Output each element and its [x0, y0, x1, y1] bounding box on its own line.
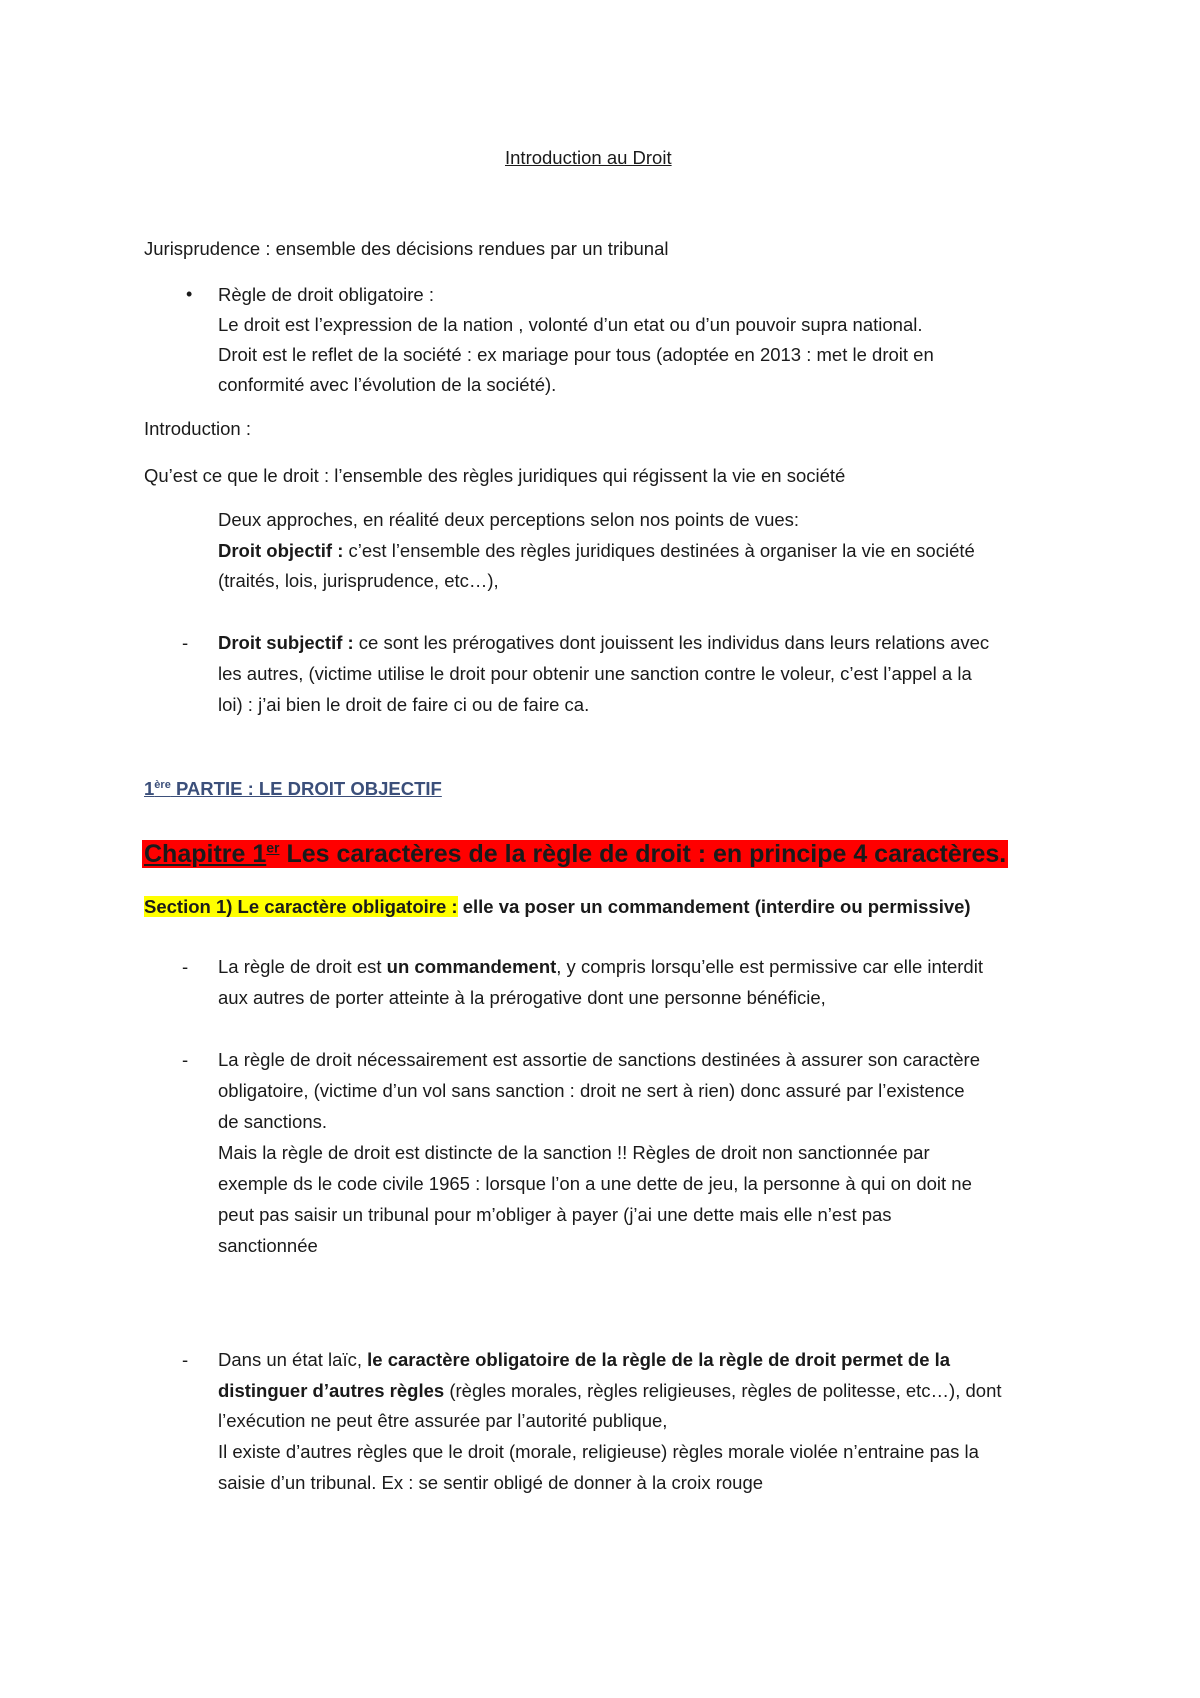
section-title [144, 896, 971, 918]
section-text: elle va poser un commandement (interdire ou permissive) [457, 896, 971, 917]
droit-subjectif-line-3: loi) : j’ai bien le droit de faire ci ou de faire ca. [218, 694, 590, 715]
list-item-line: exemple ds le code civile 1965 : lorsque l’on a une dette de jeu, la personne à qui on doit ne [218, 1173, 972, 1194]
list-item-line: distinguer d’autres règles (règles morales, règles religieuses, règles de politesse, etc…), dont [218, 1380, 1002, 1401]
list-dash: - [182, 1349, 189, 1370]
chapter-title: Chapitre 1er Les caractères de la règle de droit : en principe 4 caractères. [144, 840, 1007, 869]
list-item-line: saisie d’un tribunal. Ex : se sentir obligé de donner à la croix rouge [218, 1472, 764, 1493]
droit-subjectif-label: Droit subjectif : [218, 632, 354, 653]
bullet-line: conformité avec l’évolution de la société). [218, 374, 557, 395]
list-dash: - [182, 632, 189, 653]
list-item-line: La règle de droit est un commandement, y compris lorsqu’elle est permissive car elle interdit [218, 956, 983, 977]
document-title: Introduction au Droit [505, 147, 672, 168]
jurisprudence-definition: Jurisprudence : ensemble des décisions rendues par un tribunal [144, 238, 669, 259]
list-item-line: Il existe d’autres règles que le droit (morale, religieuse) règles morale violée n’entraine pas la [218, 1441, 979, 1462]
introduction-label: Introduction : [144, 418, 251, 439]
list-item-line: Mais la règle de droit est distincte de la sanction !! Règles de droit non sanctionnée par [218, 1142, 930, 1163]
bullet-line: Droit est le reflet de la société : ex mariage pour tous (adoptée en 2013 : met le droit en [218, 344, 934, 365]
droit-subjectif-line [218, 632, 989, 654]
droit-subjectif-text: ce sont les prérogatives dont jouissent les individus dans leurs relations avec [353, 632, 990, 653]
list-item-line: Dans un état laïc, le caractère obligatoire de la règle de la règle de droit permet de la [218, 1349, 951, 1370]
list-item-line: aux autres de porter atteinte à la prérogative dont une personne bénéficie, [218, 987, 826, 1008]
list-item-line: l’exécution ne peut être assurée par l’autorité publique, [218, 1410, 668, 1431]
list-dash: - [182, 956, 189, 977]
approaches-line: Deux approches, en réalité deux perceptions selon nos points de vues: [218, 509, 800, 530]
list-item-line: obligatoire, (victime d’un vol sans sanction : droit ne sert à rien) donc assuré par l’existence [218, 1080, 965, 1101]
list-item-line: de sanctions. [218, 1111, 328, 1132]
list-item-line: peut pas saisir un tribunal pour m’obliger à payer (j’ai une dette mais elle n’est pas [218, 1204, 892, 1225]
list-dash: - [182, 1049, 189, 1070]
list-item-line: sanctionnée [218, 1235, 318, 1256]
bullet-icon: • [186, 284, 193, 304]
droit-objectif-line [218, 540, 975, 562]
droit-subjectif-line-2: les autres, (victime utilise le droit pour obtenir une sanction contre le voleur, c’est l’appel a la [218, 663, 972, 684]
list-item-line: La règle de droit nécessairement est assortie de sanctions destinées à assurer son caractère [218, 1049, 980, 1070]
part-title: 1ère PARTIE : LE DROIT OBJECTIF [144, 778, 442, 800]
section-label: Section 1) Le caractère obligatoire : [144, 896, 458, 917]
droit-objectif-line-2: (traités, lois, jurisprudence, etc…), [218, 570, 499, 591]
droit-objectif-text: c’est l’ensemble des règles juridiques destinées à organiser la vie en société [343, 540, 975, 561]
question-line: Qu’est ce que le droit : l’ensemble des règles juridiques qui régissent la vie en société [144, 465, 846, 486]
bullet-heading: Règle de droit obligatoire : [218, 284, 434, 305]
droit-objectif-label: Droit objectif : [218, 540, 344, 561]
bullet-line: Le droit est l’expression de la nation , volonté d’un etat ou d’un pouvoir supra national. [218, 314, 923, 335]
